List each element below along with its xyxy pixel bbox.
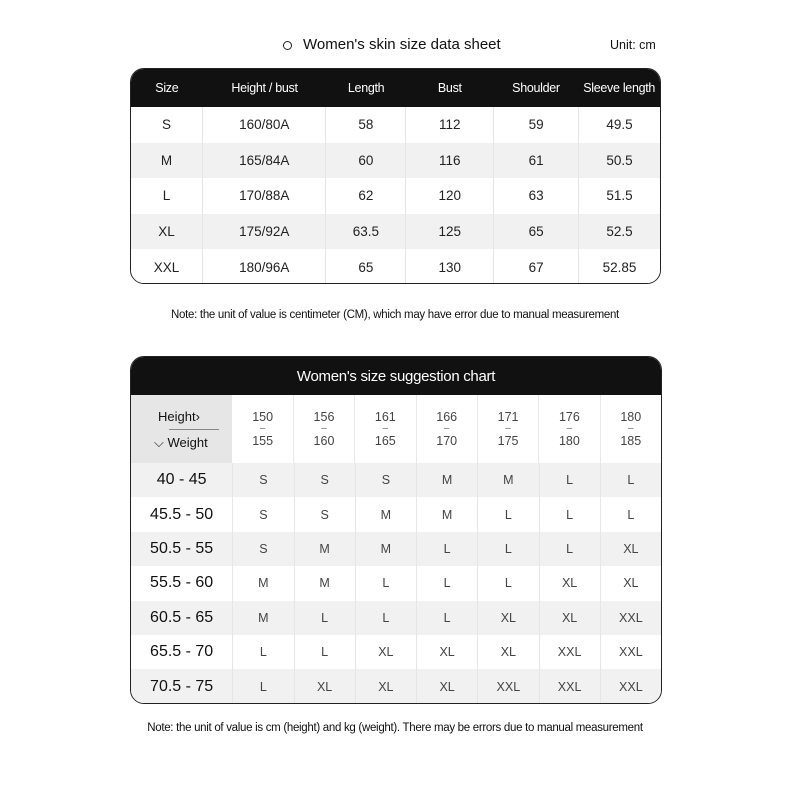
height-range-header — [232, 395, 293, 463]
length-cell: 58 — [326, 107, 406, 143]
corner-height-label: Height — [158, 409, 196, 424]
size-cell: XXL — [619, 645, 643, 660]
size-cell: M — [295, 566, 356, 600]
shoulder-cell: 59 — [494, 107, 579, 143]
height-bust-cell: 165/84A — [203, 143, 326, 179]
size-cell: S — [233, 463, 294, 497]
height-range-end: 170 — [436, 434, 458, 448]
size-cell: XXL — [619, 610, 643, 625]
size-cell: L — [233, 669, 294, 703]
size-cell: XL — [540, 566, 601, 600]
size-cell: L — [295, 635, 356, 669]
size-cell: L — [417, 566, 478, 600]
suggestion-title: Women's size suggestion chart — [131, 357, 661, 395]
size-cell: XL — [623, 541, 639, 556]
size-data-table — [130, 68, 661, 284]
height-range-start: 180 — [620, 410, 642, 424]
shoulder-cell: 65 — [494, 214, 579, 250]
size-cell: M — [417, 463, 478, 497]
size-cell: XL — [417, 669, 478, 703]
weight-range-cell: 55.5 - 60 — [131, 566, 233, 600]
height-range-header — [355, 395, 416, 463]
size-cell: XL — [478, 601, 539, 635]
size-cell: XL — [623, 576, 639, 591]
size-cell: L — [627, 473, 635, 488]
size-cell: S — [233, 532, 294, 566]
size-cell: L — [295, 601, 356, 635]
size-cell: L — [627, 507, 635, 522]
sleeve-length-cell: 49.5 — [606, 117, 633, 133]
table-row — [131, 107, 660, 143]
size-suggestion-table — [130, 356, 662, 704]
size-cell: XL — [356, 635, 417, 669]
suggestion-note: Note: the unit of value is cm (height) and kg (weight). There may be errors due to manual measurement — [147, 722, 643, 734]
size-cell: XL — [540, 601, 601, 635]
column-header-length: Length — [347, 81, 385, 95]
sleeve-length-cell: 50.5 — [606, 152, 633, 168]
size-cell: XXL — [540, 635, 601, 669]
bust-cell: 125 — [406, 214, 494, 250]
corner-divider — [169, 429, 219, 430]
sheet-title: Women's skin size data sheet — [303, 36, 501, 53]
table-row — [131, 178, 660, 214]
height-range-start: 166 — [436, 410, 458, 424]
table-row — [131, 214, 660, 250]
size-cell: M — [478, 463, 539, 497]
height-range-header — [539, 395, 600, 463]
height-bust-cell: 170/88A — [203, 178, 326, 214]
length-cell: 63.5 — [326, 214, 406, 250]
weight-range-cell: 45.5 - 50 — [131, 497, 233, 531]
height-bust-cell: 160/80A — [203, 107, 326, 143]
height-range-header — [294, 395, 355, 463]
sleeve-length-cell: 51.5 — [606, 188, 633, 204]
range-dash: – — [566, 423, 573, 434]
shoulder-cell: 63 — [494, 178, 579, 214]
table-row — [131, 497, 661, 531]
height-range-header — [478, 395, 539, 463]
size-cell: S — [295, 497, 356, 531]
size-cell: L — [478, 532, 539, 566]
bust-cell: 112 — [406, 107, 494, 143]
corner-weight-label: Weight — [167, 435, 208, 450]
bust-cell: 116 — [406, 143, 494, 179]
size-cell: L — [540, 463, 601, 497]
height-range-header — [417, 395, 478, 463]
length-cell: 60 — [326, 143, 406, 179]
corner-cell — [131, 395, 232, 463]
size-cell: S — [131, 107, 203, 143]
size-cell: XL — [417, 635, 478, 669]
corner-weight — [154, 435, 208, 451]
size-data-note: Note: the unit of value is centimeter (CM), which may have error due to manual measurement — [171, 309, 619, 321]
weight-range-cell: 40 - 45 — [131, 463, 233, 497]
sleeve-length-cell: 52.85 — [602, 259, 637, 275]
length-cell: 65 — [326, 249, 406, 284]
chevron-down-icon: ⌵ — [154, 435, 164, 450]
size-cell: S — [233, 497, 294, 531]
range-dash: – — [259, 423, 266, 434]
height-range-start: 156 — [313, 410, 335, 424]
table-row — [131, 143, 660, 179]
bust-cell: 120 — [406, 178, 494, 214]
size-cell: S — [356, 463, 417, 497]
column-header-height-bust: Height / bust — [231, 81, 298, 95]
size-cell: XL — [131, 214, 203, 250]
size-cell: L — [131, 178, 203, 214]
range-dash: – — [627, 423, 634, 434]
column-header-bust: Bust — [437, 81, 462, 95]
height-bust-cell: 175/92A — [203, 214, 326, 250]
size-data-body — [131, 107, 660, 284]
height-range-start: 150 — [252, 410, 274, 424]
height-range-end: 180 — [558, 434, 580, 448]
size-cell: L — [478, 566, 539, 600]
table-row — [131, 463, 661, 497]
range-dash: – — [382, 423, 389, 434]
weight-range-cell: 50.5 - 55 — [131, 532, 233, 566]
size-cell: L — [540, 532, 601, 566]
height-range-end: 160 — [313, 434, 335, 448]
size-cell: L — [540, 497, 601, 531]
weight-range-cell: 60.5 - 65 — [131, 601, 233, 635]
circle-icon — [283, 41, 292, 50]
length-cell: 62 — [326, 178, 406, 214]
column-header-shoulder: Shoulder — [512, 81, 560, 95]
height-range-end: 175 — [497, 434, 519, 448]
chevron-right-icon: › — [195, 409, 200, 424]
size-cell: XXL — [478, 669, 539, 703]
corner-height — [158, 409, 200, 424]
height-range-start: 176 — [558, 410, 580, 424]
table-row — [131, 669, 661, 703]
size-cell: L — [233, 635, 294, 669]
range-dash: – — [505, 423, 511, 434]
range-dash: – — [443, 423, 450, 434]
column-header-sleeve-length: Sleeve length — [583, 81, 656, 95]
size-cell: XXL — [131, 249, 203, 284]
table-row — [131, 601, 661, 635]
weight-range-cell: 70.5 - 75 — [131, 669, 233, 703]
size-cell: M — [295, 532, 356, 566]
size-cell: L — [356, 566, 417, 600]
suggestion-body — [131, 463, 661, 704]
height-range-start: 161 — [374, 410, 396, 424]
height-bust-cell: 180/96A — [203, 249, 326, 284]
size-cell: M — [356, 497, 417, 531]
table-row — [131, 566, 661, 600]
table-row — [131, 635, 661, 669]
size-cell: XXL — [540, 669, 601, 703]
size-cell: M — [131, 143, 203, 179]
size-cell: L — [417, 532, 478, 566]
bust-cell: 130 — [406, 249, 494, 284]
shoulder-cell: 61 — [494, 143, 579, 179]
height-header-row — [131, 395, 661, 463]
size-cell: S — [295, 463, 356, 497]
table-row — [131, 249, 660, 284]
sheet-header — [0, 36, 790, 58]
size-cell: M — [417, 497, 478, 531]
unit-label: Unit: cm — [610, 38, 656, 52]
size-cell: XL — [356, 669, 417, 703]
weight-range-cell: 65.5 - 70 — [131, 635, 233, 669]
table-row — [131, 532, 661, 566]
height-range-end: 155 — [252, 434, 274, 448]
size-cell: M — [233, 566, 294, 600]
sleeve-length-cell: 52.5 — [606, 224, 633, 240]
height-range-start: 171 — [497, 410, 519, 424]
height-range-end: 165 — [374, 434, 396, 448]
size-cell: XL — [295, 669, 356, 703]
size-cell: L — [356, 601, 417, 635]
size-cell: L — [417, 601, 478, 635]
size-data-header — [131, 69, 660, 107]
column-header-size: Size — [155, 81, 179, 95]
height-range-end: 185 — [620, 434, 642, 448]
size-cell: XXL — [619, 679, 643, 694]
size-cell: M — [233, 601, 294, 635]
shoulder-cell: 67 — [494, 249, 579, 284]
height-range-header — [601, 395, 661, 463]
size-cell: XL — [478, 635, 539, 669]
range-dash: – — [321, 423, 327, 434]
size-cell: M — [356, 532, 417, 566]
size-cell: L — [478, 497, 539, 531]
